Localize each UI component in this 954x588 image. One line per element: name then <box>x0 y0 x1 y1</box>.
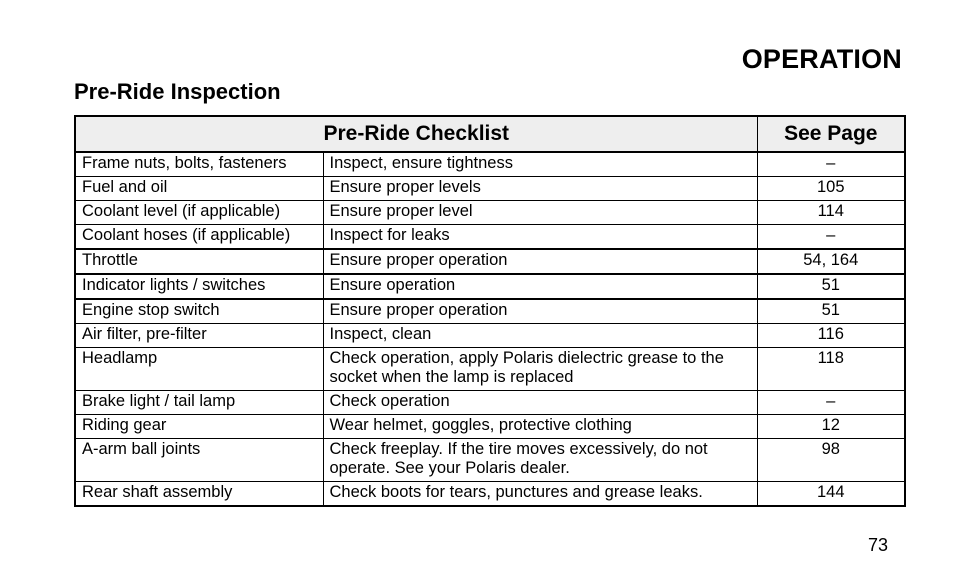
action-cell: Ensure proper operation <box>323 299 757 324</box>
item-cell: Air filter, pre-filter <box>75 324 323 348</box>
item-cell: Throttle <box>75 249 323 274</box>
item-cell: A-arm ball joints <box>75 439 323 482</box>
table-row <box>75 439 905 482</box>
action-cell: Check operation <box>323 391 757 415</box>
item-cell: Frame nuts, bolts, fasteners <box>75 152 323 177</box>
page-cell: 116 <box>757 324 905 348</box>
page-cell: 105 <box>757 177 905 201</box>
item-cell: Fuel and oil <box>75 177 323 201</box>
table-row <box>75 152 905 177</box>
checklist-header: Pre-Ride Checklist <box>75 116 757 152</box>
see-page-header: See Page <box>757 116 905 152</box>
item-cell: Indicator lights / switches <box>75 274 323 299</box>
action-cell: Ensure proper level <box>323 201 757 225</box>
table-row <box>75 415 905 439</box>
item-cell: Headlamp <box>75 348 323 391</box>
page-cell: 98 <box>757 439 905 482</box>
page-cell: 118 <box>757 348 905 391</box>
item-cell: Riding gear <box>75 415 323 439</box>
item-cell: Engine stop switch <box>75 299 323 324</box>
item-cell: Rear shaft assembly <box>75 482 323 507</box>
table-row <box>75 391 905 415</box>
action-cell: Inspect, clean <box>323 324 757 348</box>
page-cell: 114 <box>757 201 905 225</box>
page-cell: – <box>757 225 905 250</box>
table-row <box>75 299 905 324</box>
action-cell: Ensure operation <box>323 274 757 299</box>
table-row <box>75 177 905 201</box>
page-cell: 12 <box>757 415 905 439</box>
page-cell: 54, 164 <box>757 249 905 274</box>
table-header-row <box>75 116 905 152</box>
action-cell: Check freeplay. If the tire moves excessively, do not operate. See your Polaris dealer. <box>323 439 757 482</box>
page-cell: 144 <box>757 482 905 507</box>
action-cell: Wear helmet, goggles, protective clothing <box>323 415 757 439</box>
item-cell: Brake light / tail lamp <box>75 391 323 415</box>
pre-ride-checklist-table <box>74 115 906 507</box>
action-cell: Inspect for leaks <box>323 225 757 250</box>
table-row <box>75 274 905 299</box>
table-row <box>75 201 905 225</box>
subsection-title: Pre-Ride Inspection <box>74 79 281 104</box>
table-row <box>75 225 905 250</box>
item-cell: Coolant hoses (if applicable) <box>75 225 323 250</box>
section-title: OPERATION <box>741 44 902 74</box>
action-cell: Ensure proper operation <box>323 249 757 274</box>
action-cell: Check boots for tears, punctures and grease leaks. <box>323 482 757 507</box>
table-row <box>75 249 905 274</box>
page-cell: – <box>757 391 905 415</box>
table-row <box>75 482 905 507</box>
page-number: 73 <box>867 535 888 555</box>
action-cell: Ensure proper levels <box>323 177 757 201</box>
item-cell: Coolant level (if applicable) <box>75 201 323 225</box>
page-cell: 51 <box>757 274 905 299</box>
table-row <box>75 324 905 348</box>
page-cell: 51 <box>757 299 905 324</box>
action-cell: Inspect, ensure tightness <box>323 152 757 177</box>
table-row <box>75 348 905 391</box>
page-cell: – <box>757 152 905 177</box>
action-cell: Check operation, apply Polaris dielectric grease to the socket when the lamp is replaced <box>323 348 757 391</box>
